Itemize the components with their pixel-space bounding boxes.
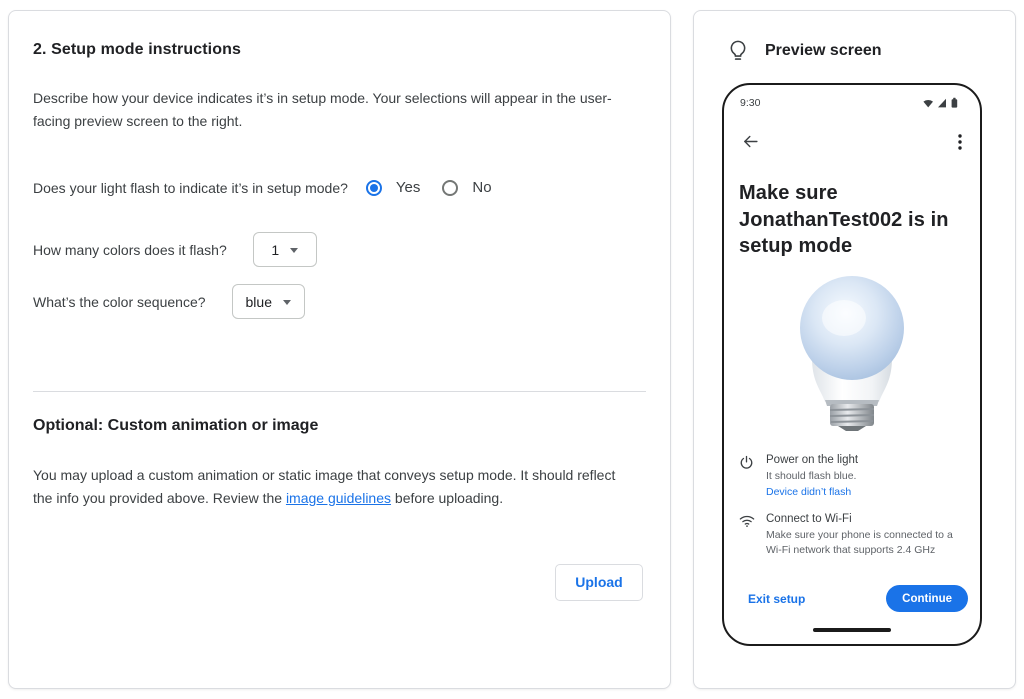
radio-option-no[interactable] [442,179,491,196]
color-sequence-value: blue [245,293,272,310]
section-description: Describe how your device indicates it’s in setup mode. Your selections will appear in the user-facing preview screen to the right. [33,90,612,130]
kebab-menu-icon[interactable] [954,130,966,154]
colors-count-label: How many colors does it flash? [33,241,227,258]
optional-desc-text-after: before uploading. [391,489,504,506]
phone-status-bar [724,85,980,109]
color-sequence-label: What’s the color sequence? [33,293,206,310]
phone-footer [724,585,980,612]
exit-setup-button[interactable]: Exit setup [748,588,805,610]
optional-section-description [33,464,633,509]
optional-desc-text: You may upload a custom animation or static image that conveys setup mode. It should reflect the info you provided above. Review the [33,467,616,506]
colors-count-select[interactable] [253,232,317,267]
step-connect-wifi [739,513,965,557]
optional-section-title: Optional: Custom animation or image [33,417,319,435]
preview-card [693,10,1016,689]
phone-app-bar [724,129,980,154]
status-time: 9:30 [740,97,761,109]
upload-row [33,564,646,601]
lightbulb-icon [727,39,749,63]
phone-preview [722,83,982,646]
device-image [724,274,980,432]
power-icon [739,454,755,499]
radio-yes-label: Yes [395,179,421,197]
step-power-text [766,454,858,499]
cell-signal-icon [938,99,946,108]
color-sequence-row [33,284,646,319]
colors-count-row [33,232,646,267]
flash-radio-group [366,179,492,196]
step-wifi-text [766,513,956,557]
section-title: 2. Setup mode instructions [33,41,241,58]
battery-icon [952,98,958,108]
preview-title: Preview screen [765,42,882,59]
step-title: Power on the light [766,453,859,466]
preview-header [722,39,987,63]
wifi-icon [739,513,755,557]
radio-option-yes[interactable] [366,179,420,196]
image-guidelines-link[interactable]: image guidelines [285,489,392,506]
step-subtitle: It should flash blue. [766,469,857,482]
color-sequence-select[interactable] [232,284,305,319]
chevron-down-icon [283,300,291,305]
continue-button[interactable]: Continue [886,585,968,612]
step-subtitle: Make sure your phone is connected to a Wi-Fi network that supports 2.4 GHz [766,529,953,557]
light-bulb-image [788,274,916,432]
status-icons [922,97,964,109]
wifi-icon [923,100,933,107]
upload-button[interactable]: Upload [555,564,643,601]
section-divider [33,391,646,392]
radio-no[interactable] [442,180,458,196]
step-title: Connect to Wi-Fi [766,513,852,526]
back-arrow-icon[interactable] [738,129,763,154]
home-indicator[interactable] [813,628,891,632]
radio-no-label: No [472,179,492,197]
phone-title: Make sure JonathanTest002 is in setup mode [739,182,949,258]
device-didnt-flash-link[interactable]: Device didn’t flash [766,486,852,499]
setup-instructions-card [8,10,671,689]
setup-steps [724,454,980,558]
chevron-down-icon [290,248,298,253]
radio-yes[interactable] [366,180,382,196]
flash-question-label: Does your light flash to indicate it’s in setup mode? [33,179,348,196]
step-power-on [739,454,965,499]
colors-count-value: 1 [271,241,280,258]
flash-question-row [33,179,646,196]
